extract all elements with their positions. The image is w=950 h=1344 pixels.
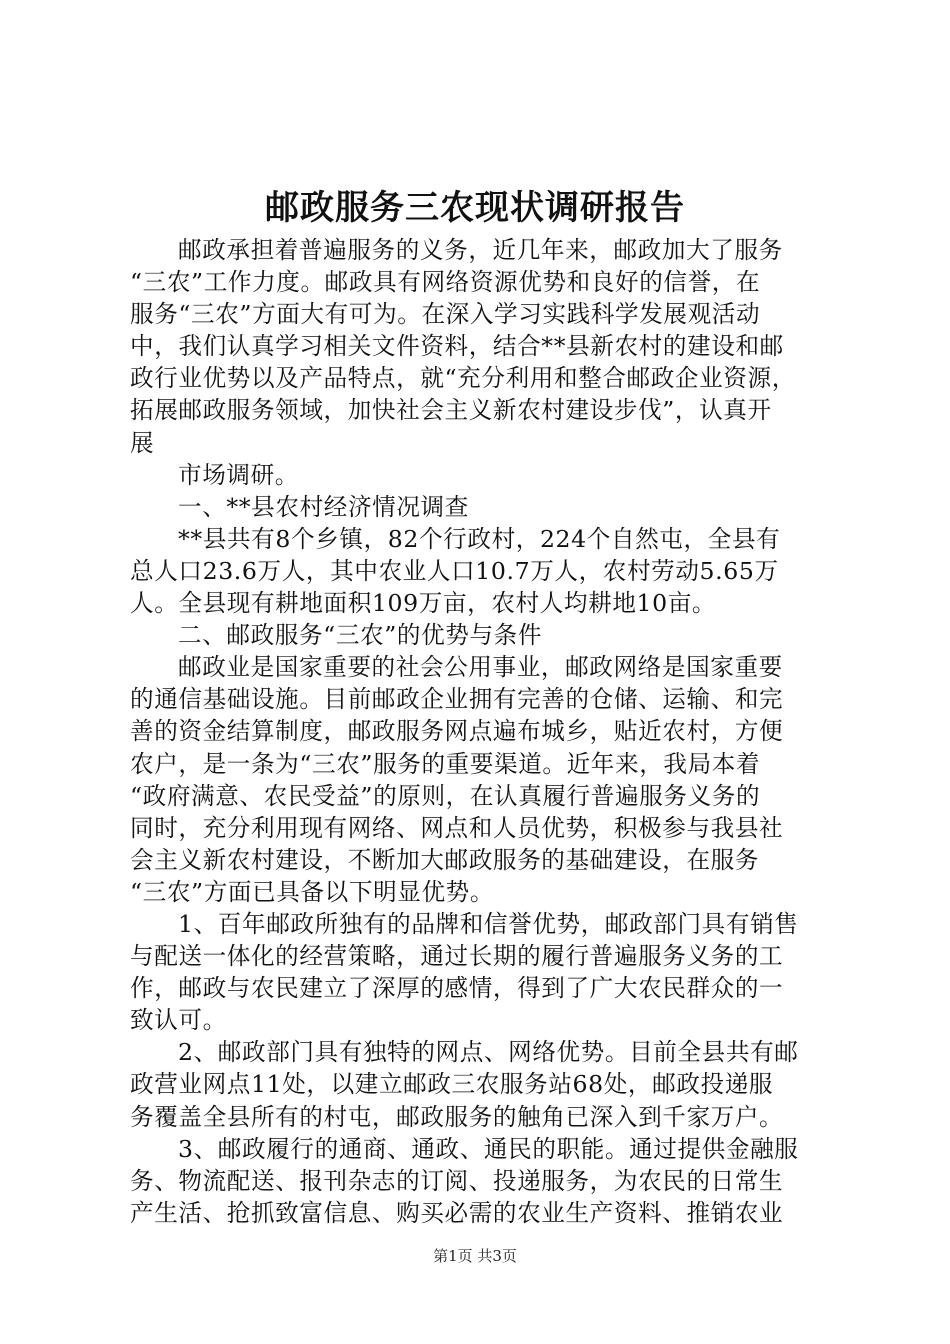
text-line: 作，邮政与农民建立了深厚的感情，得到了广大农民群众的一 <box>130 974 784 1003</box>
text-line: 邮政承担着普遍服务的义务，近几年来，邮政加大了服务 <box>178 236 783 264</box>
text-line: 1、百年邮政所独有的品牌和信誉优势，邮政部门具有销售 <box>178 909 799 938</box>
text-line: 政行业优势以及产品特点，就“充分利用和整合邮政企业资源， <box>130 364 796 393</box>
text-line: 会主义新农村建设，不断加大邮政服务的基础建设，在服务 <box>130 845 760 874</box>
text-line: 中，我们认真学习相关文件资料，结合**县新农村的建设和邮 <box>130 332 784 361</box>
text-line: 农户，是一条为“三农”服务的重要渠道。近年来，我局本着 <box>130 749 761 778</box>
text-line: 总人口23.6万人，其中农业人口10.7万人，农村劳动5.65万 <box>130 556 779 585</box>
document-body <box>130 234 830 1229</box>
text-line: 拓展邮政服务领域，加快社会主义新农村建设步伐”，认真开 <box>130 396 772 425</box>
text-line: 致认可。 <box>130 1006 227 1035</box>
text-line: 务、物流配送、报刊杂志的订阅、投递服务，为农民的日常生 <box>130 1166 784 1195</box>
text-line: 同时，充分利用现有网络、网点和人员优势，积极参与我县社 <box>130 813 784 842</box>
text-line: 邮政业是国家重要的社会公用事业，邮政网络是国家重要 <box>178 653 783 682</box>
page-number-footer: 第1页 共3页 <box>433 1247 517 1265</box>
text-line: 3、邮政履行的通商、通政、通民的职能。通过提供金融服 <box>178 1134 799 1163</box>
text-line: 市场调研。 <box>178 460 299 489</box>
text-line: “三农”方面已具备以下明显优势。 <box>130 877 495 906</box>
text-line: 服务“三农”方面大有可为。在深入学习实践科学发展观活动 <box>130 300 761 329</box>
text-line: 展 <box>130 428 155 457</box>
text-line: **县共有8个乡镇，82个行政村，224个自然屯，全县有 <box>178 524 781 553</box>
text-line: 务覆盖全县所有的村屯，邮政服务的触角已深入到千家万户。 <box>130 1102 784 1131</box>
text-line: 2、邮政部门具有独特的网点、网络优势。目前全县共有邮 <box>178 1038 799 1067</box>
text-line: 政营业网点11处，以建立邮政三农服务站68处，邮政投递服 <box>130 1070 774 1099</box>
text-line: “政府满意、农民受益”的原则，在认真履行普遍服务义务的 <box>130 781 761 810</box>
text-line: 善的资金结算制度，邮政服务网点遍布城乡，贴近农村，方便 <box>130 717 784 746</box>
section-heading: 一、**县农村经济情况调查 <box>178 492 469 521</box>
text-line: 人。全县现有耕地面积109万亩，农村人均耕地10亩。 <box>130 589 717 618</box>
text-line: 的通信基础设施。目前邮政企业拥有完善的仓储、运输、和完 <box>130 685 784 714</box>
text-line: “三农”工作力度。邮政具有网络资源优势和良好的信誉，在 <box>130 268 761 297</box>
section-heading: 二、邮政服务“三农”的优势与条件 <box>178 621 543 650</box>
text-line: 产生活、抢抓致富信息、购买必需的农业生产资料、推销农业 <box>130 1198 784 1227</box>
document-title: 邮政服务三农现状调研报告 <box>265 188 685 228</box>
text-line: 与配送一体化的经营策略，通过长期的履行普遍服务义务的工 <box>130 942 784 971</box>
